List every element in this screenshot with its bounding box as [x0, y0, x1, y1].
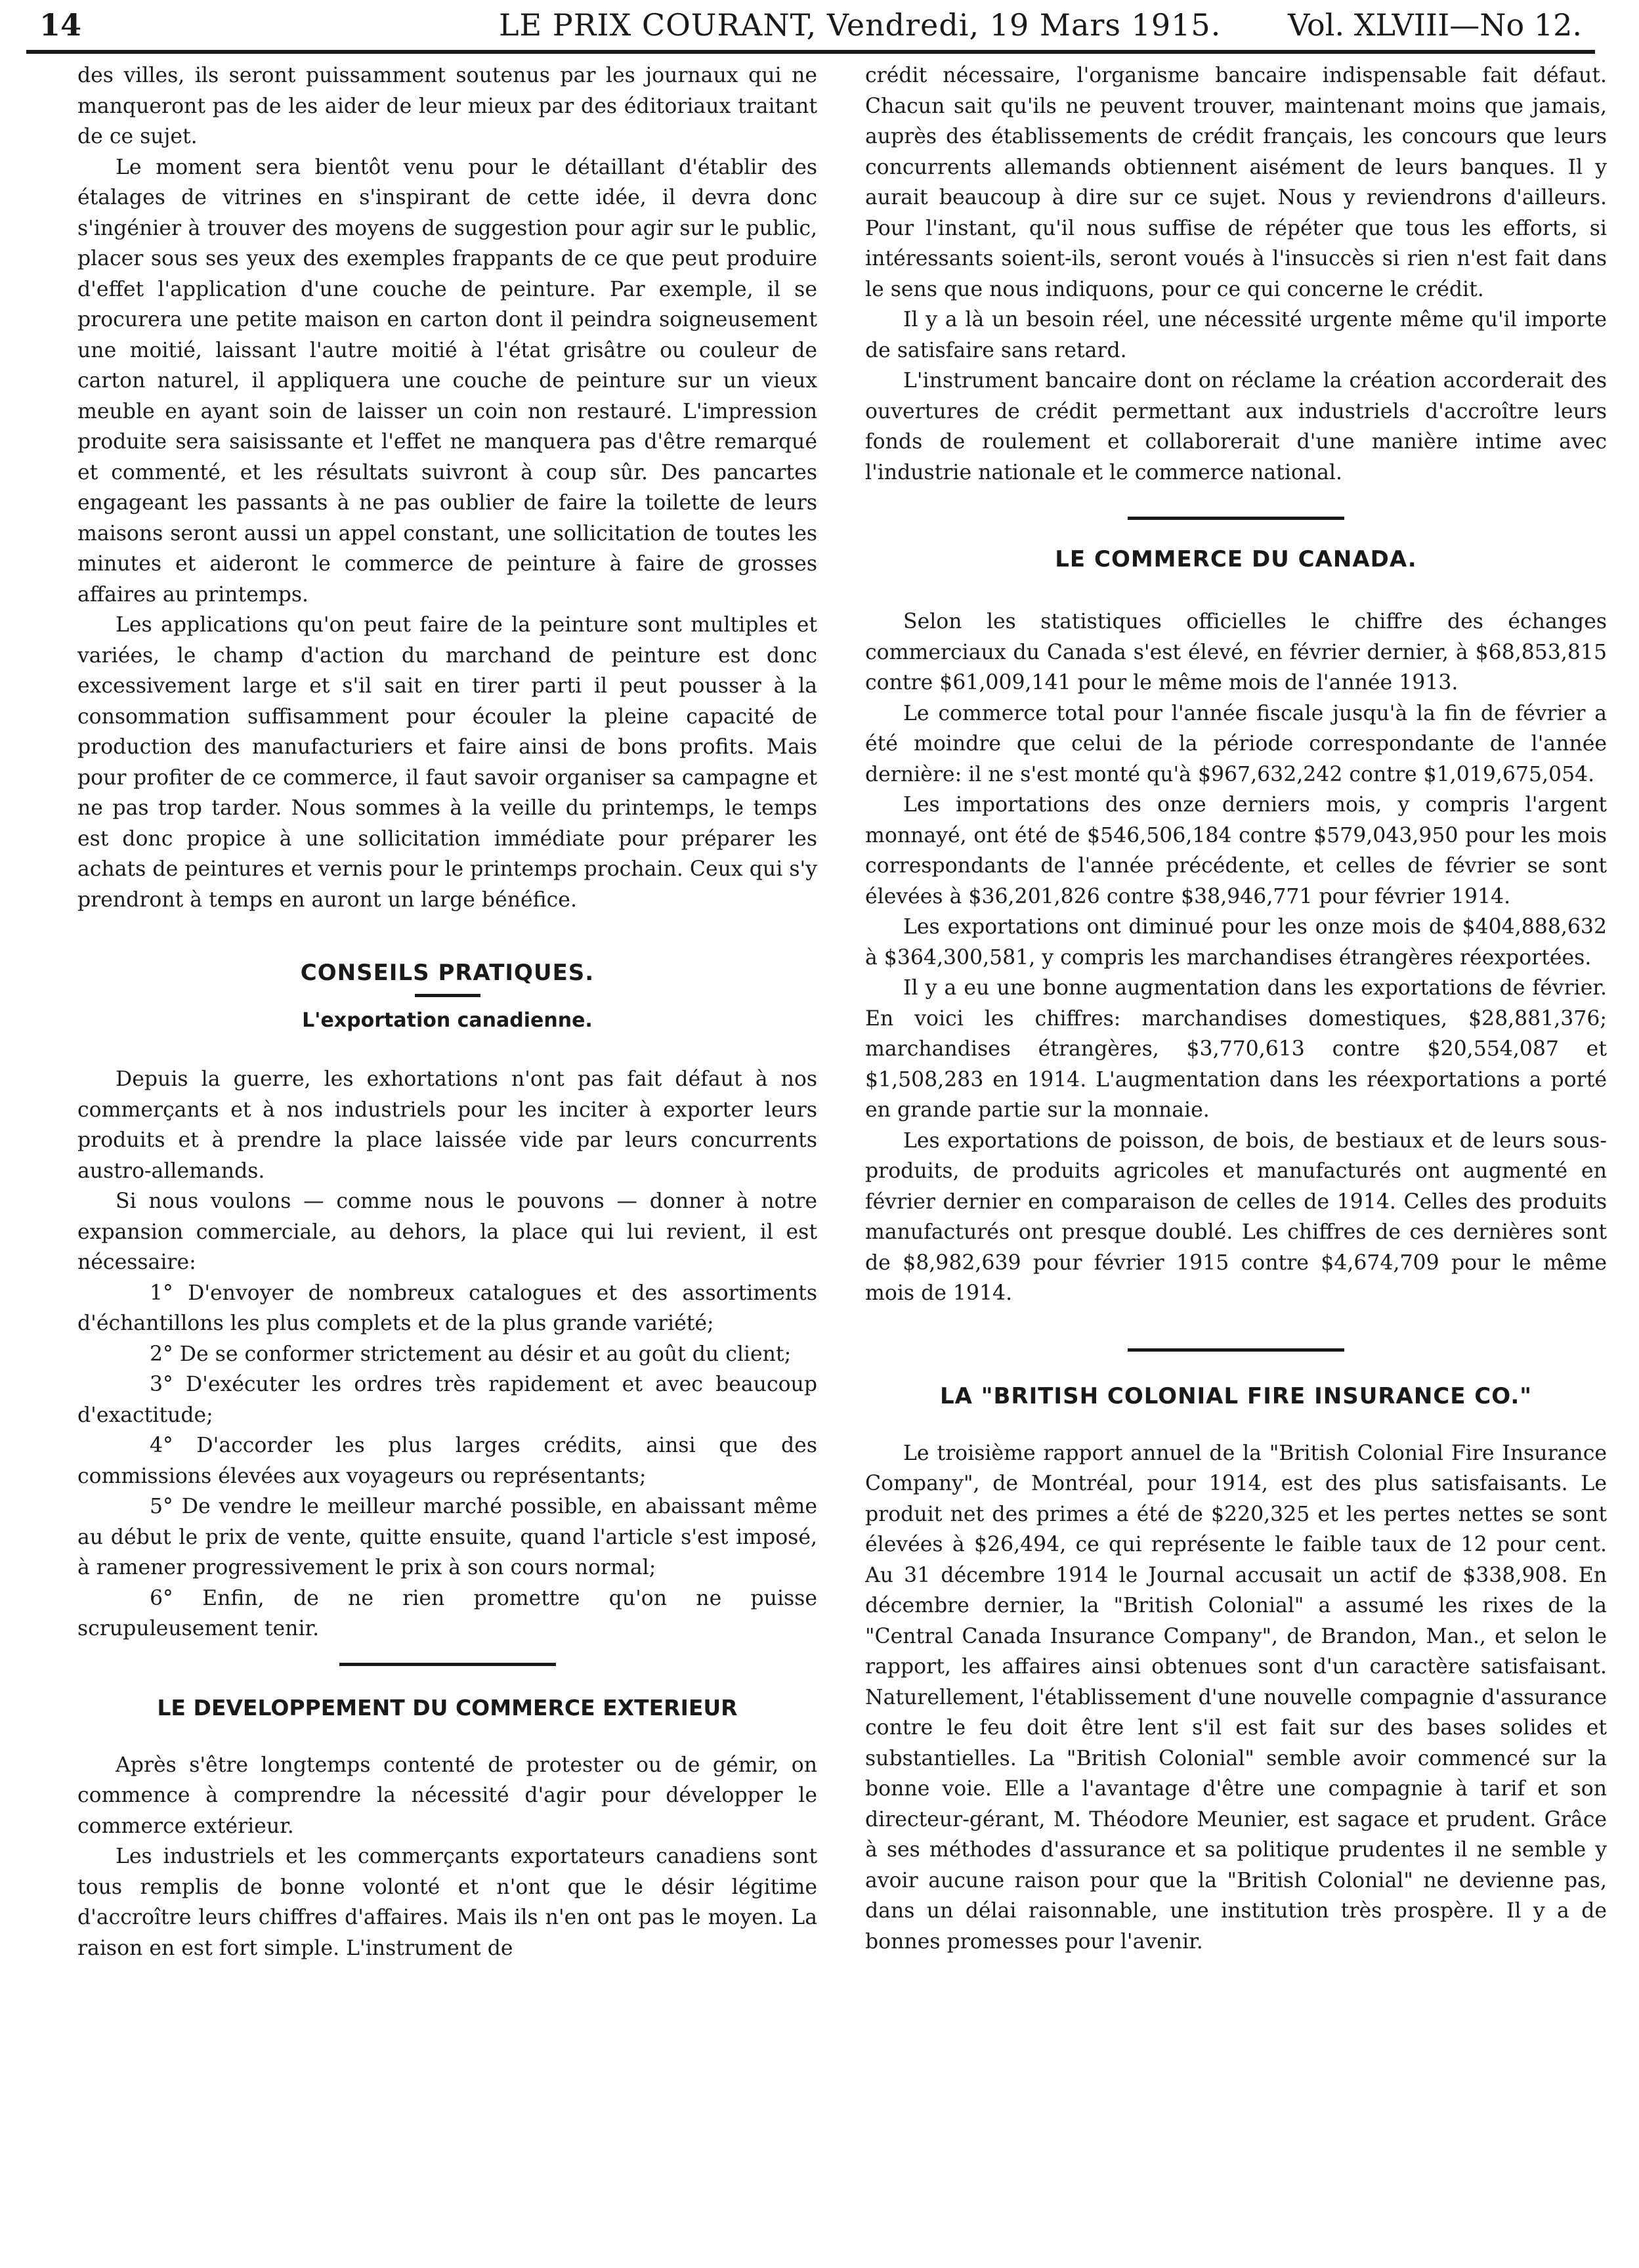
paragraph: Depuis la guerre, les exhortations n'ont pas fait défaut à nos commerçants et à nos industriels pour les inciter à exporter leurs produits et à prendre la place laissée vide par leurs concurrents austro-allemands.	[77, 1067, 817, 1183]
page-header	[26, 0, 1595, 54]
paragraph: Les exportations de poisson, de bois, de bestiaux et de leurs sous-produits, de produits agricoles et manufacturés ont augmenté en février dernier en comparaison de celles de 1914. Celles des produits manufacturés ont presque doublé. Les chiffres de ces dernières sont de $8,982,639 pour février 1915 contre $4,674,709 pour le même mois de 1914.	[865, 1128, 1607, 1305]
paragraph: Les applications qu'on peut faire de la peinture sont multiples et variées, le champ d'action du marchand de peinture est donc excessivement large et s'il sait en tirer parti il peut pousser à la consommation suffisamment pour écouler la pleine capacité de production des manufacturiers et faire ainsi de bons profits. Mais pour profiter de ce commerce, il faut savoir organiser sa campagne et ne pas trop tarder. Nous sommes à la veille du printemps, le temps est donc propice à une sollicitation immédiate pour préparer les achats de peintures et vernis pour le printemps prochain. Ceux qui s'y prendront à temps en auront un large bénéfice.	[77, 613, 817, 912]
article-title-british-colonial: LA "BRITISH COLONIAL FIRE INSURANCE CO."	[939, 1382, 1533, 1409]
paragraph: Le moment sera bientôt venu pour le détaillant d'établir des étalages de vitrines en s'inspirant de cette idée, il devra donc s'ingénier à trouver des moyens de suggestion pour agir sur le public, placer sous ses yeux des exemples frappants de ce que peut produire d'effet l'application d'une couche de peinture. Par exemple, il se procurera une petite maison en carton dont il peindra soigneusement une moitié, laissant l'autre moitié à l'état grisâtre ou couleur de carton naturel, il appliquera une couche de peinture sur un vieux meuble en ayant soin de laisser un coin non restauré. L'impression produite sera saisissante et l'effet ne manquera pas d'être remarqué et commenté, et les résultats suivront à coup sûr. Des pancartes engageant les passants à ne pas oublier de faire la toilette de leurs maisons seront aussi un appel constant, une sollicitation de toutes les minutes et aideront le commerce de peinture à faire de grosses affaires au printemps.	[77, 155, 817, 607]
list-item: 2° De se conformer strictement au désir et au goût du client;	[150, 1342, 792, 1366]
article-subtitle: L'exportation canadienne.	[302, 1009, 593, 1032]
paragraph: Le commerce total pour l'année fiscale jusqu'à la fin de février a été moindre que celui de la période correspondante de l'année dernière: il ne s'est monté qu'à $967,632,242 contre $1,019,675,054.	[865, 701, 1607, 786]
list-item: 5° De vendre le meilleur marché possible, en abaissant même au début le prix de vente, quitte ensuite, quand l'article s'est imposé, à ramener progressivement le prix à son cours normal;	[77, 1495, 817, 1579]
paragraph: Les industriels et les commerçants exportateurs canadiens sont tous remplis de bonne volonté et n'ont que le désir légitime d'accroître leurs chiffres d'affaires. Mais ils n'en ont pas le moyen. La raison en est fort simple. L'instrument de	[77, 1845, 817, 1960]
list-item: 6° Enfin, de ne rien promettre qu'on ne puisse scrupuleusement tenir.	[77, 1586, 817, 1640]
left-column	[77, 60, 817, 1963]
paragraph: L'instrument bancaire dont on réclame la création accorderait des ouvertures de crédit permettant aux industriels d'accroître leurs fonds de roulement et collaborerait d'une manière intime avec l'industrie nationale et le commerce national.	[865, 369, 1607, 484]
page-number: 14	[39, 7, 82, 43]
paragraph: Les exportations ont diminué pour les onze mois de $404,888,632 à $364,300,581, y compris les marchandises étrangères réexportées.	[865, 915, 1607, 970]
article-title-developpement: LE DEVELOPPEMENT DU COMMERCE EXTERIEUR	[157, 1694, 738, 1721]
paragraph: crédit nécessaire, l'organisme bancaire indispensable fait défaut. Chacun sait qu'ils ne peuvent trouver, maintenant moins que jamais, auprès des établissements de crédit français, les concours que leurs concurrents allemands obtiennent aisément de leurs banques. Il y aurait beaucoup à dire sur ce sujet. Nous y reviendrons d'ailleurs. Pour l'instant, qu'il nous suffise de répéter que tous les efforts, si intéressants soient-ils, seront voués à l'insuccès si rien n'est fait dans le sens que nous indiquons, pour ce qui concerne le crédit.	[865, 64, 1607, 301]
title-rule	[415, 994, 480, 997]
list-item: 3° D'exécuter les ordres très rapidement et avec beaucoup d'exactitude;	[77, 1373, 817, 1427]
publication-line: LE PRIX COURANT, Vendredi, 19 Mars 1915.	[499, 7, 1222, 43]
paragraph: Le troisième rapport annuel de la "British Colonial Fire Insurance Company", de Montréal, pour 1914, est des plus satisfaisants. Le produit net des primes a été de $220,325 et les pertes nettes se sont élevées à $26,494, ce qui représente le faible taux de 12 pour cent. Au 31 décembre 1914 le Journal accusait un actif de $338,908. En décembre dernier, la "British Colonial" a assumé les rixes de la "Central Canada Insurance Company", de Brandon, Man., et selon le rapport, les affaires ainsi obtenues sont d'un caractère satisfaisant. Naturellement, l'établissement d'une nouvelle compagnie d'assurance contre le feu doit être lent s'il est fait sur des bases solides et substantielles. La "British Colonial" semble avoir commencé sur la bonne voie. Elle a l'avantage d'être une compagnie à tarif et son directeur-gérant, M. Théodore Meunier, est sagace et prudent. Grâce à ses méthodes d'assurance et sa politique prudentes il ne semble y avoir aucune raison pour que la "British Colonial" ne devienne pas, dans un délai raisonnable, une institution très prospère. Il y a de bonnes promesses pour l'avenir.	[865, 1441, 1607, 1954]
right-column	[865, 60, 1607, 1957]
list-item: 1° D'envoyer de nombreux catalogues et des assortiments d'échantillons les plus complets et de la plus grande variété;	[77, 1281, 817, 1335]
paragraph: Il y a là un besoin réel, une nécessité urgente même qu'il importe de satisfaire sans retard.	[865, 308, 1607, 362]
paragraph: Il y a eu une bonne augmentation dans les exportations de février. En voici les chiffres: marchandises domestiques, $28,881,376; marchandises étrangères, $3,770,613 contre $20,554,087 et $1,508,283 en 1914. L'augmentation dans les réexportations a porté en grande partie sur la monnaie.	[865, 976, 1607, 1122]
paragraph: Si nous voulons — comme nous le pouvons — donner à notre expansion commerciale, au dehors, la place qui lui revient, il est nécessaire:	[77, 1189, 817, 1274]
paragraph: Selon les statistiques officielles le chiffre des échanges commerciaux du Canada s'est élevé, en février dernier, à $68,853,815 contre $61,009,141 pour le même mois de l'année 1913.	[865, 610, 1607, 695]
paragraph: Après s'être longtemps contenté de protester ou de gémir, on commence à comprendre la nécessité d'agir pour développer le commerce extérieur.	[77, 1753, 817, 1838]
article-title-commerce-canada: LE COMMERCE DU CANADA.	[1055, 546, 1417, 572]
paragraph: des villes, ils seront puissamment soutenus par les journaux qui ne manqueront pas de les aider de leur mieux par des éditoriaux traitant de ce sujet.	[77, 64, 817, 148]
volume-number: Vol. XLVIII—No 12.	[1288, 7, 1582, 43]
paragraph: Les importations des onze derniers mois, y compris l'argent monnayé, ont été de $546,506,184 contre $579,043,950 pour les mois correspondants de l'année précédente, et celles de février se sont élevées à $36,201,826 contre $38,946,771 pour février 1914.	[865, 793, 1607, 909]
list-item: 4° D'accorder les plus larges crédits, ainsi que des commissions élevées aux voyageurs ou représentants;	[77, 1434, 817, 1488]
article-title-conseils: CONSEILS PRATIQUES.	[300, 960, 595, 986]
